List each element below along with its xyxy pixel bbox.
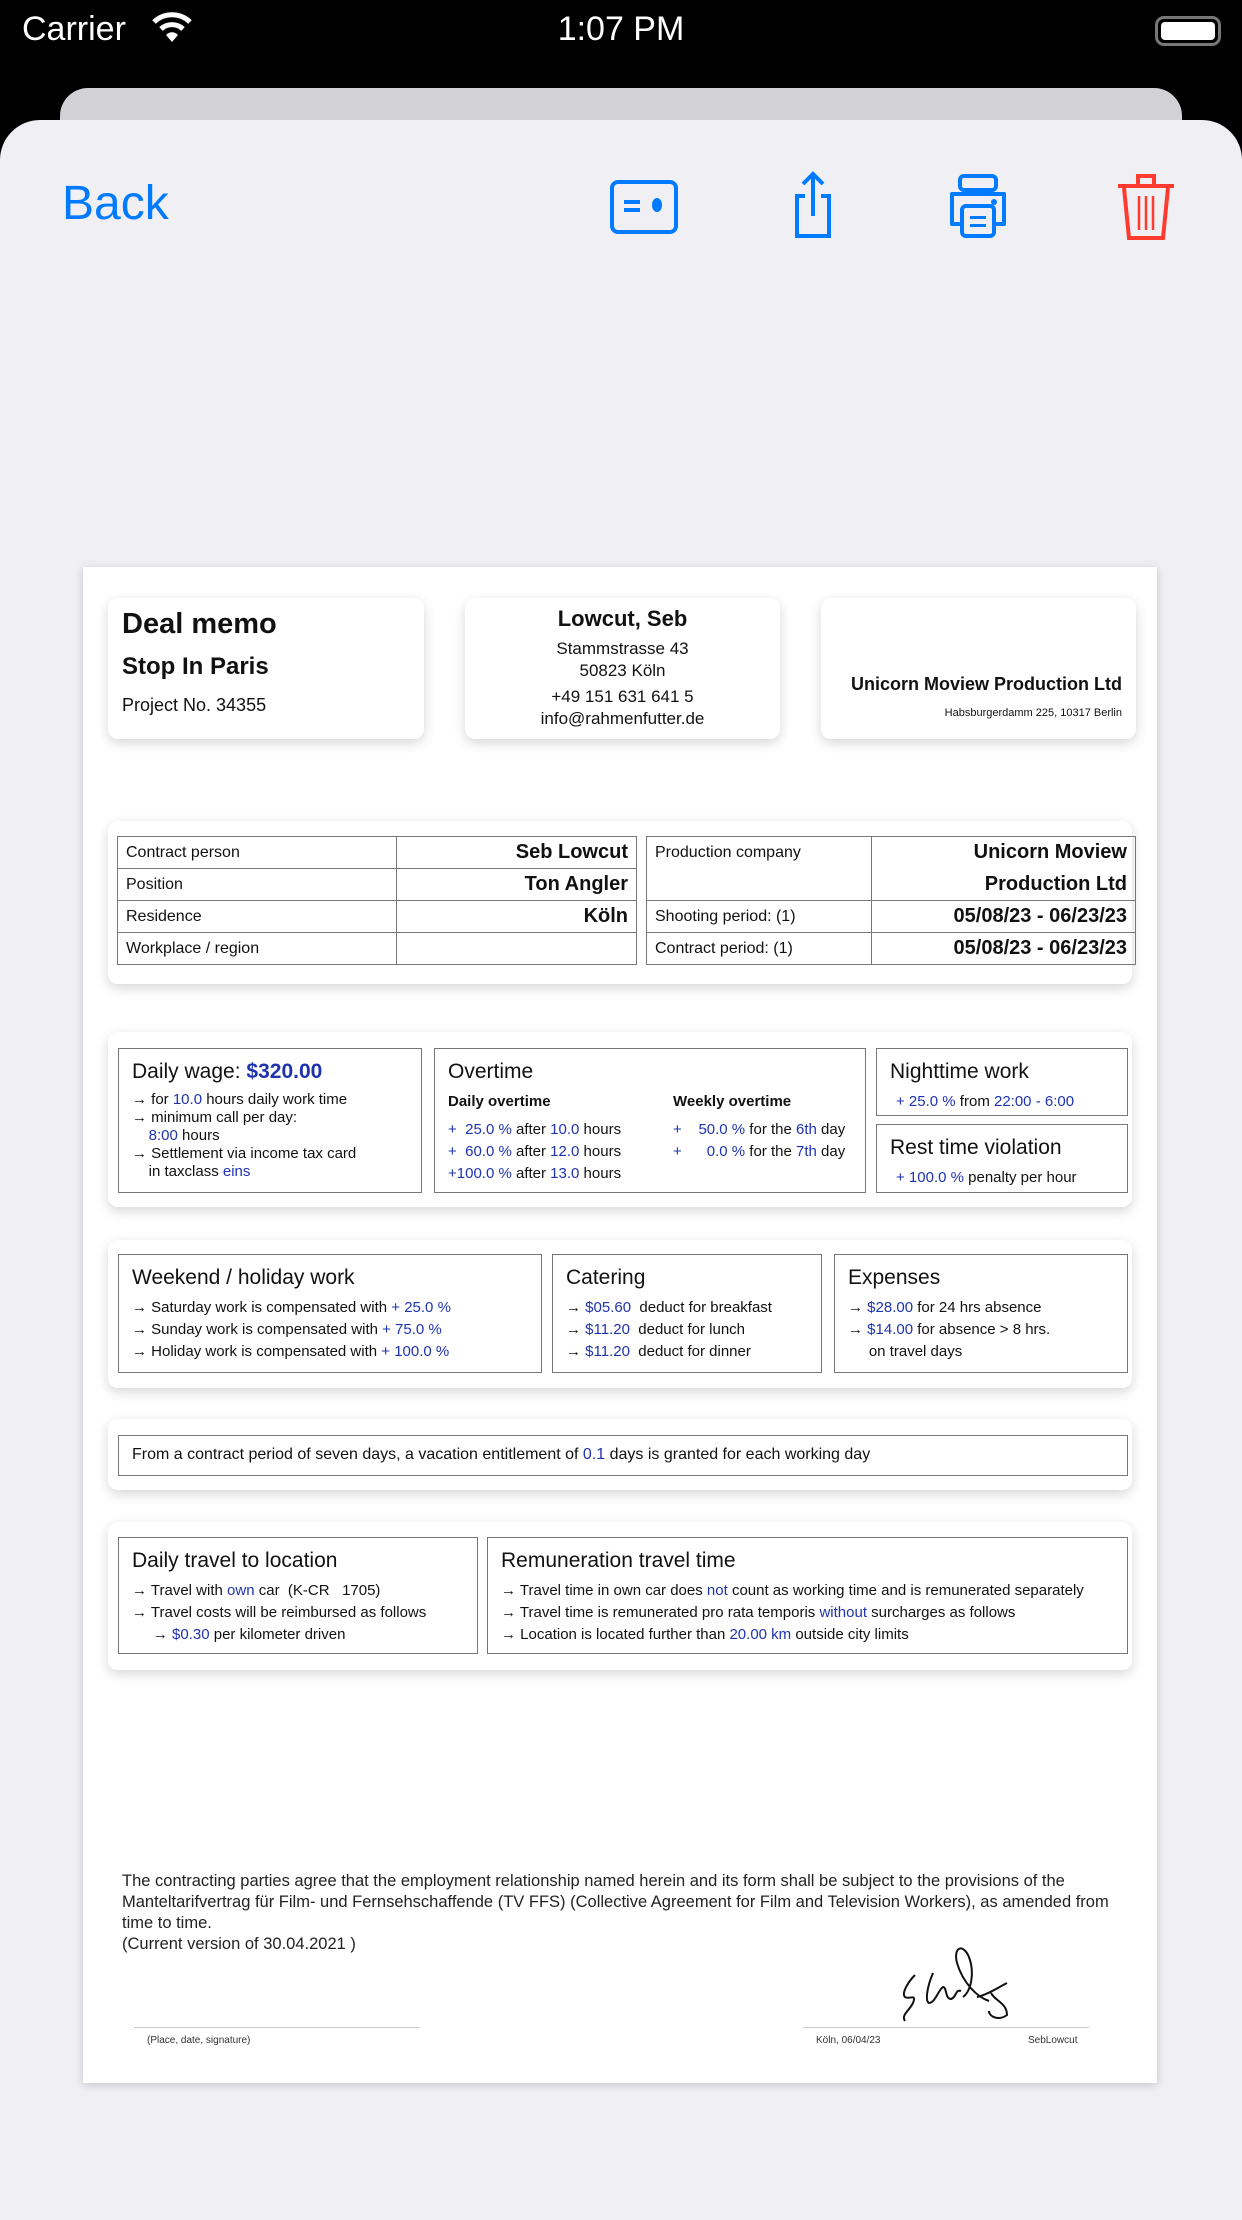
- highlighted-value: $28.00: [867, 1299, 914, 1316]
- highlighted-value: 22:00 - 6:00: [993, 1093, 1075, 1110]
- text-segment: → Travel costs will be reimbursed as follows: [132, 1604, 427, 1621]
- vacation-box: [118, 1435, 1128, 1476]
- catering-title: Catering: [566, 1266, 646, 1289]
- highlighted-value: $11.20: [585, 1343, 630, 1360]
- highlighted-value: +: [673, 1143, 707, 1160]
- text-line: [896, 1091, 1114, 1113]
- text-line: [673, 1119, 863, 1141]
- highlighted-value: 6th: [796, 1121, 817, 1138]
- remuneration-box: [487, 1537, 1128, 1654]
- info-row: [647, 901, 1136, 933]
- info-value: Unicorn Moview: [872, 837, 1136, 869]
- expenses-title: Expenses: [848, 1266, 941, 1289]
- text-line: [848, 1297, 1114, 1319]
- highlighted-value: $05.60: [585, 1299, 632, 1316]
- highlighted-value: 50.0 %: [698, 1121, 746, 1138]
- text-line: [132, 1163, 408, 1181]
- text-lines: [448, 1119, 668, 1185]
- highlighted-value: + 25.0 %: [896, 1093, 956, 1110]
- highlighted-value: $11.20: [585, 1321, 630, 1338]
- weekend-title: Weekend / holiday work: [132, 1266, 355, 1289]
- text-segment: penalty per hour: [963, 1169, 1077, 1186]
- highlighted-value: 60.0 %: [465, 1143, 512, 1160]
- text-line: [132, 1091, 408, 1109]
- text-lines: [132, 1297, 528, 1363]
- person-street: Stammstrasse 43: [556, 639, 689, 658]
- text-line: [132, 1444, 1114, 1466]
- text-segment: hours: [579, 1121, 622, 1138]
- deal-memo-document: [83, 567, 1157, 2083]
- info-value: 05/08/23 - 06/23/23: [872, 901, 1136, 933]
- highlighted-value: 10.0: [172, 1091, 203, 1108]
- info-label: Production company: [647, 837, 872, 869]
- nighttime-title: Nighttime work: [890, 1060, 1029, 1083]
- daily-travel-box: [118, 1537, 478, 1654]
- info-row: [647, 933, 1136, 965]
- text-line: [566, 1341, 808, 1363]
- signature-line-left: [134, 2027, 420, 2028]
- info-row: [118, 933, 637, 965]
- text-lines: [501, 1580, 1114, 1646]
- surcharges-section: [108, 1240, 1132, 1388]
- text-line: [132, 1109, 408, 1127]
- weekly-overtime-title: Weekly overtime: [673, 1093, 792, 1110]
- text-lines: [890, 1167, 1114, 1189]
- info-label: [647, 869, 872, 901]
- text-lines: [132, 1091, 408, 1181]
- text-segment: →: [566, 1343, 586, 1360]
- signature-place-date: Köln, 06/04/23: [816, 2035, 881, 2046]
- text-line: [132, 1580, 464, 1602]
- text-segment: → minimum call per day:: [132, 1109, 298, 1126]
- text-segment: →: [566, 1321, 586, 1338]
- text-segment: deduct for dinner: [629, 1343, 751, 1360]
- text-line: [448, 1163, 668, 1185]
- signature-label: (Place, date, signature): [147, 2035, 251, 2046]
- overtime-title: Overtime: [448, 1060, 534, 1083]
- text-lines: [132, 1580, 464, 1646]
- text-line: [448, 1141, 668, 1163]
- text-segment: day: [816, 1143, 846, 1160]
- highlighted-value: 13.0: [550, 1165, 580, 1182]
- highlighted-value: +: [448, 1121, 466, 1138]
- vacation-section: [108, 1419, 1132, 1490]
- text-segment: deduct for breakfast: [631, 1299, 772, 1316]
- weekend-box: [118, 1254, 542, 1373]
- text-line: [448, 1119, 668, 1141]
- text-segment: hours: [579, 1165, 622, 1182]
- highlighted-value: 10.0: [550, 1121, 580, 1138]
- text-line: [132, 1145, 408, 1163]
- text-line: [132, 1319, 528, 1341]
- person-phone: +49 151 631 641 5: [551, 687, 694, 706]
- wage-section: [108, 1032, 1132, 1207]
- text-segment: for 24 hrs absence: [913, 1299, 1042, 1316]
- info-label: Workplace / region: [118, 933, 397, 965]
- document-title: Deal memo: [122, 608, 277, 640]
- text-segment: after: [511, 1143, 551, 1160]
- text-segment: →: [566, 1299, 586, 1316]
- person-email: info@rahmenfutter.de: [540, 709, 705, 728]
- info-value: 05/08/23 - 06/23/23: [872, 933, 1136, 965]
- daily-wage-amount: $320.00: [246, 1060, 323, 1083]
- text-segment: day: [816, 1121, 846, 1138]
- signature-image: [873, 1937, 1053, 2027]
- highlighted-value: eins: [222, 1163, 251, 1180]
- text-line: [848, 1341, 1114, 1363]
- text-segment: →: [848, 1299, 868, 1316]
- text-segment: days is granted for each working day: [605, 1446, 871, 1463]
- text-line: [132, 1624, 464, 1646]
- company-name: Unicorn Moview Production Ltd: [851, 674, 1122, 694]
- legal-text: The contracting parties agree that the employment relationship named herein and its form shall be subject to the provisions of the Manteltarifvertrag für Film- und Fernsehschaffende (TV FFS) (Collective Agreement for Film and Television Workers), as amended from time to time.: [122, 1872, 1109, 1932]
- text-segment: in taxclass: [132, 1163, 223, 1180]
- signature-line-right: [803, 2027, 1089, 2028]
- highlighted-value: 0.1: [582, 1446, 606, 1463]
- person-name: Lowcut, Seb: [557, 606, 688, 631]
- text-segment: → for: [132, 1091, 173, 1108]
- company-address: Habsburgerdamm 225, 10317 Berlin: [944, 707, 1122, 719]
- battery-icon: [1155, 16, 1221, 46]
- highlighted-value: + 25.0 %: [391, 1299, 451, 1316]
- text-segment: from: [955, 1093, 994, 1110]
- text-line: [566, 1297, 808, 1319]
- highlighted-value: own: [227, 1582, 255, 1599]
- card-icon[interactable]: [608, 170, 680, 242]
- text-segment: → Saturday work is compensated with: [132, 1299, 392, 1316]
- info-row: [118, 901, 637, 933]
- highlighted-value: + 100.0 %: [381, 1343, 450, 1360]
- overtime-box: [434, 1048, 866, 1193]
- text-line: [896, 1167, 1114, 1189]
- daily-overtime-title: Daily overtime: [448, 1093, 551, 1110]
- text-lines: [566, 1297, 808, 1363]
- info-value: Production Ltd: [872, 869, 1136, 901]
- info-label: Position: [118, 869, 397, 901]
- text-line: [132, 1341, 528, 1363]
- text-segment: →: [848, 1321, 868, 1338]
- contract-person-table: [117, 836, 637, 965]
- remuneration-title: Remuneration travel time: [501, 1549, 736, 1572]
- project-number: Project No. 34355: [122, 695, 267, 715]
- trash-icon[interactable]: [1110, 170, 1182, 242]
- text-segment: deduct for lunch: [629, 1321, 746, 1338]
- production-table: [646, 836, 1136, 965]
- text-segment: [132, 1127, 149, 1144]
- carrier-label: Carrier: [22, 10, 126, 48]
- text-line: [501, 1580, 1114, 1602]
- text-segment: after: [511, 1121, 551, 1138]
- info-row: [647, 869, 1136, 901]
- daily-wage-label: Daily wage:: [132, 1060, 241, 1083]
- highlighted-value: +: [448, 1143, 466, 1160]
- text-segment: per kilometer driven: [209, 1626, 346, 1643]
- highlighted-value: 25.0 %: [465, 1121, 512, 1138]
- text-segment: → Location is located further than: [501, 1626, 730, 1643]
- text-line: [566, 1319, 808, 1341]
- highlighted-value: without: [819, 1604, 867, 1621]
- nighttime-box: [876, 1048, 1128, 1116]
- text-segment: → Travel time is remunerated pro rata temporis: [501, 1604, 820, 1621]
- rest-time-box: [876, 1124, 1128, 1193]
- text-segment: for the: [745, 1143, 796, 1160]
- text-segment: for the: [745, 1121, 796, 1138]
- text-segment: → Holiday work is compensated with: [132, 1343, 382, 1360]
- text-line: [501, 1624, 1114, 1646]
- rest-time-title: Rest time violation: [890, 1136, 1062, 1159]
- text-segment: outside city limits: [791, 1626, 909, 1643]
- text-line: [848, 1319, 1114, 1341]
- daily-wage-box: [118, 1048, 422, 1193]
- legal-version: (Current version of 30.04.2021 ): [122, 1935, 356, 1953]
- share-icon[interactable]: [777, 170, 849, 242]
- text-line: [501, 1602, 1114, 1624]
- info-value: [396, 933, 636, 965]
- daily-travel-title: Daily travel to location: [132, 1549, 338, 1572]
- clock: 1:07 PM: [557, 10, 685, 48]
- text-segment: hours: [177, 1127, 220, 1144]
- highlighted-value: + 100.0 %: [896, 1169, 964, 1186]
- info-row: [118, 869, 637, 901]
- highlighted-value: 7th: [795, 1143, 817, 1160]
- info-label: Contract period: (1): [647, 933, 872, 965]
- info-row: [647, 837, 1136, 869]
- highlighted-value: 20.00 km: [729, 1626, 792, 1643]
- expenses-box: [834, 1254, 1128, 1373]
- info-label: Contract person: [118, 837, 397, 869]
- print-icon[interactable]: [942, 170, 1014, 242]
- text-lines: [848, 1297, 1114, 1363]
- text-segment: From a contract period of seven days, a vacation entitlement of: [132, 1446, 583, 1463]
- highlighted-value: + 75.0 %: [382, 1321, 442, 1338]
- info-label: Shooting period: (1): [647, 901, 872, 933]
- info-value: Ton Angler: [396, 869, 636, 901]
- info-value: Seb Lowcut: [396, 837, 636, 869]
- text-line: [132, 1297, 528, 1319]
- person-card: [465, 598, 780, 739]
- back-button[interactable]: Back: [62, 177, 169, 230]
- status-bar: [0, 0, 1242, 60]
- text-segment: hours: [579, 1143, 622, 1160]
- company-card: [821, 598, 1136, 739]
- travel-section: [108, 1522, 1132, 1670]
- text-segment: for absence > 8 hrs.: [913, 1321, 1051, 1338]
- text-segment: → Travel time in own car does: [501, 1582, 707, 1599]
- text-segment: → Sunday work is compensated with: [132, 1321, 383, 1338]
- text-line: [132, 1127, 408, 1145]
- contract-info-section: [108, 821, 1132, 984]
- info-row: [118, 837, 637, 869]
- text-lines: [132, 1444, 1114, 1466]
- info-label: Residence: [118, 901, 397, 933]
- text-segment: → Travel with: [132, 1582, 228, 1599]
- highlighted-value: 0.0 %: [706, 1143, 746, 1160]
- text-segment: hours daily work time: [202, 1091, 348, 1108]
- highlighted-value: $14.00: [867, 1321, 914, 1338]
- highlighted-value: not: [706, 1582, 728, 1599]
- highlighted-value: +: [673, 1121, 699, 1138]
- text-line: [132, 1602, 464, 1624]
- text-segment: → Settlement via income tax card: [132, 1145, 357, 1162]
- text-lines: [673, 1119, 863, 1163]
- text-segment: after: [511, 1165, 551, 1182]
- text-segment: count as working time and is remunerated separately: [727, 1582, 1084, 1599]
- text-segment: on travel days: [848, 1343, 963, 1360]
- text-segment: →: [132, 1626, 173, 1643]
- highlighted-value: +100.0 %: [448, 1165, 512, 1182]
- text-line: [673, 1141, 863, 1163]
- highlighted-value: $0.30: [172, 1626, 210, 1643]
- text-lines: [890, 1091, 1114, 1113]
- catering-box: [552, 1254, 822, 1373]
- project-name: Stop In Paris: [122, 653, 269, 680]
- info-value: Köln: [396, 901, 636, 933]
- title-card: [108, 598, 424, 739]
- text-segment: car (K-CR 1705): [254, 1582, 381, 1599]
- highlighted-value: 8:00: [148, 1127, 178, 1144]
- highlighted-value: 12.0: [550, 1143, 580, 1160]
- text-segment: surcharges as follows: [866, 1604, 1016, 1621]
- person-city: 50823 Köln: [579, 661, 666, 680]
- signature-name: SebLowcut: [1028, 2035, 1078, 2046]
